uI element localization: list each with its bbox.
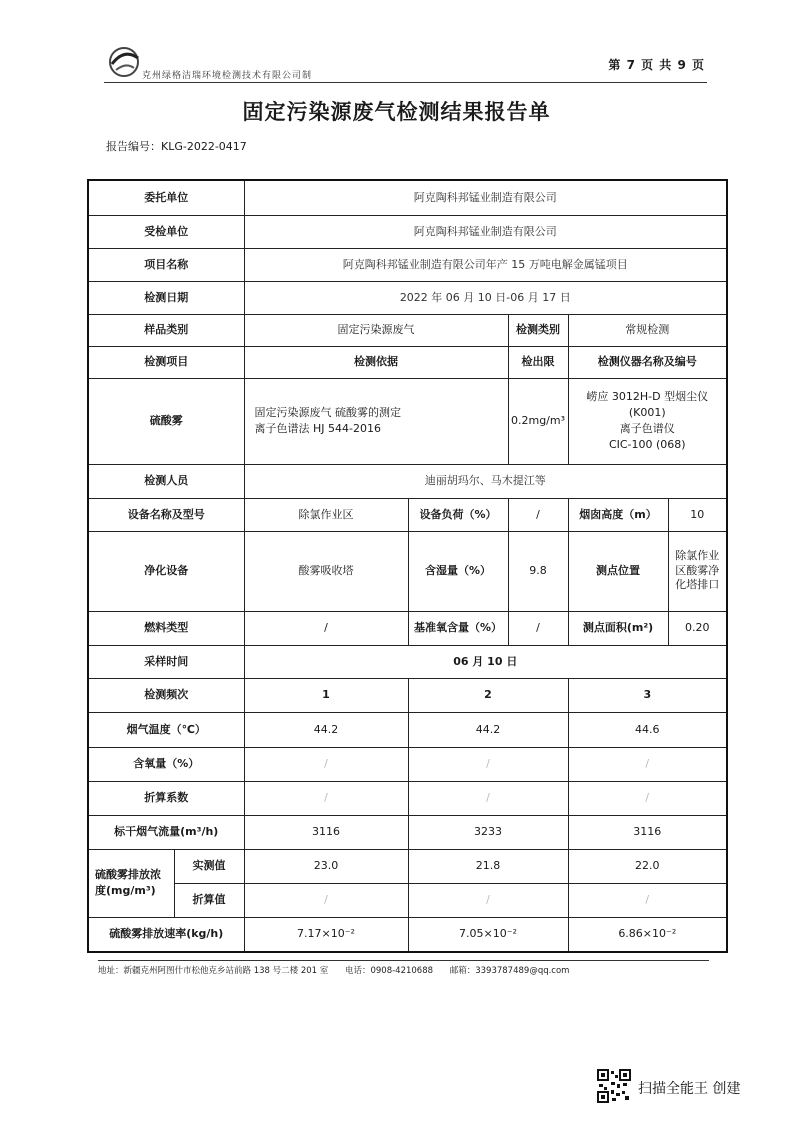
instrument-line-4: CIC-100 (068)	[608, 437, 686, 451]
sampling-time-value: 06 月 10 日	[244, 645, 727, 678]
limit-label: 检出限	[508, 346, 568, 378]
humidity-label: 含湿量（%）	[408, 531, 508, 611]
report-number: 报告编号：KLG-2022-0417	[106, 140, 247, 153]
table-row	[88, 531, 727, 611]
freq-label: 检测频次	[88, 678, 244, 712]
basis-value	[244, 378, 508, 464]
rate-label: 硫酸雾排放速率(kg/h)	[88, 917, 244, 952]
company-logo	[104, 44, 144, 78]
table-row	[88, 645, 727, 678]
converted-1: /	[244, 883, 408, 917]
oxygen-3: /	[568, 747, 727, 781]
rate-2: 7.05×10⁻²	[408, 917, 568, 952]
load-label: 设备负荷（%）	[408, 498, 508, 531]
point-label: 测点位置	[568, 531, 668, 611]
area-label: 测点面积(m²)	[568, 611, 668, 645]
sample-type-value: 固定污染源废气	[244, 314, 508, 346]
table-row	[88, 314, 727, 346]
rate-1: 7.17×10⁻²	[244, 917, 408, 952]
table-row	[88, 215, 727, 248]
table-row	[88, 611, 727, 645]
scanner-watermark: 扫描全能王 创建	[638, 1081, 741, 1097]
staff-label: 检测人员	[88, 464, 244, 498]
measured-1: 23.0	[244, 849, 408, 883]
report-table	[87, 179, 728, 953]
instrument-line-1: 崂应 3012H-D 型烟尘仪	[586, 390, 709, 404]
oxygen-label: 含氧量（%）	[88, 747, 244, 781]
purifier-value: 酸雾吸收塔	[244, 531, 408, 611]
basis-label: 检测依据	[244, 346, 508, 378]
temp-1: 44.2	[244, 712, 408, 747]
date-value: 2022 年 06 月 10 日-06 月 17 日	[244, 281, 727, 314]
converted-2: /	[408, 883, 568, 917]
table-row	[88, 883, 727, 917]
basis-line-1: 固定污染源废气 硫酸雾的测定	[254, 406, 401, 420]
factor-3: /	[568, 781, 727, 815]
purifier-label: 净化设备	[88, 531, 244, 611]
table-row	[88, 917, 727, 952]
footer-divider	[98, 960, 709, 961]
table-row	[88, 849, 727, 883]
factor-2: /	[408, 781, 568, 815]
table-row	[88, 781, 727, 815]
company-name: 克州绿格洁瑞环境检测技术有限公司制	[142, 71, 313, 81]
area-value: 0.20	[668, 611, 727, 645]
measured-label: 实测值	[174, 849, 244, 883]
test-type-label: 检测类别	[508, 314, 568, 346]
flow-label: 标干烟气流量(m³/h)	[88, 815, 244, 849]
table-row	[88, 464, 727, 498]
equipment-name-label: 设备名称及型号	[88, 498, 244, 531]
equipment-name-value: 除氯作业区	[244, 498, 408, 531]
instrument-line-2: (K001)	[628, 406, 666, 420]
stack-height-label: 烟囱高度（m）	[568, 498, 668, 531]
project-value: 阿克陶科邦锰业制造有限公司年产 15 万吨电解金属锰项目	[244, 248, 727, 281]
page-info: 第 7 页 共 9 页	[608, 58, 705, 72]
factor-1: /	[244, 781, 408, 815]
project-label: 项目名称	[88, 248, 244, 281]
instrument-value	[568, 378, 727, 464]
table-row	[88, 747, 727, 781]
table-row	[88, 281, 727, 314]
freq-1: 1	[244, 678, 408, 712]
sampling-time-label: 采样时间	[88, 645, 244, 678]
stack-height-value: 10	[668, 498, 727, 531]
factor-label: 折算系数	[88, 781, 244, 815]
item-label: 检测项目	[88, 346, 244, 378]
measured-3: 22.0	[568, 849, 727, 883]
flow-1: 3116	[244, 815, 408, 849]
table-row	[88, 678, 727, 712]
qr-code-icon	[597, 1069, 631, 1103]
oxygen-2: /	[408, 747, 568, 781]
inspected-label: 受检单位	[88, 215, 244, 248]
load-value: /	[508, 498, 568, 531]
limit-value: 0.2mg/m³	[508, 378, 568, 464]
flow-3: 3116	[568, 815, 727, 849]
sample-type-label: 样品类别	[88, 314, 244, 346]
table-row	[88, 712, 727, 747]
fuel-value: /	[244, 611, 408, 645]
footer-address: 地址：新疆克州阿图什市松他克乡站前路 138 号二楼 201 室	[98, 966, 329, 976]
table-row	[88, 180, 727, 215]
footer-phone: 电话：0908-4210688	[344, 966, 434, 976]
table-row	[88, 248, 727, 281]
table-row	[88, 378, 727, 464]
staff-value: 迪丽胡玛尔、马木提江等	[244, 464, 727, 498]
freq-2: 2	[408, 678, 568, 712]
test-type-value: 常规检测	[568, 314, 727, 346]
temp-3: 44.6	[568, 712, 727, 747]
client-label: 委托单位	[88, 180, 244, 215]
instrument-label: 检测仪器名称及编号	[568, 346, 727, 378]
footer-email: 邮箱：3393787489@qq.com	[449, 966, 570, 976]
table-row	[88, 346, 727, 378]
rate-3: 6.86×10⁻²	[568, 917, 727, 952]
ref-oxygen-value: /	[508, 611, 568, 645]
item-value: 硫酸雾	[88, 378, 244, 464]
report-title: 固定污染源废气检测结果报告单	[242, 99, 551, 124]
inspected-value: 阿克陶科邦锰业制造有限公司	[244, 215, 727, 248]
converted-3: /	[568, 883, 727, 917]
oxygen-1: /	[244, 747, 408, 781]
table-row	[88, 498, 727, 531]
table-row	[88, 815, 727, 849]
footer	[98, 964, 583, 976]
ref-oxygen-label: 基准氧含量（%）	[408, 611, 508, 645]
freq-3: 3	[568, 678, 727, 712]
converted-label: 折算值	[174, 883, 244, 917]
measured-2: 21.8	[408, 849, 568, 883]
humidity-value: 9.8	[508, 531, 568, 611]
header-divider	[104, 82, 707, 83]
flow-2: 3233	[408, 815, 568, 849]
client-value: 阿克陶科邦锰业制造有限公司	[244, 180, 727, 215]
temp-2: 44.2	[408, 712, 568, 747]
fuel-label: 燃料类型	[88, 611, 244, 645]
instrument-line-3: 离子色谱仪	[619, 422, 675, 435]
point-value: 除氯作业区酸雾净化塔排口	[668, 531, 727, 611]
temp-label: 烟气温度（℃）	[88, 712, 244, 747]
conc-label: 硫酸雾排放浓度(mg/m³)	[88, 849, 174, 917]
basis-line-2: 离子色谱法 HJ 544-2016	[254, 422, 381, 435]
date-label: 检测日期	[88, 281, 244, 314]
